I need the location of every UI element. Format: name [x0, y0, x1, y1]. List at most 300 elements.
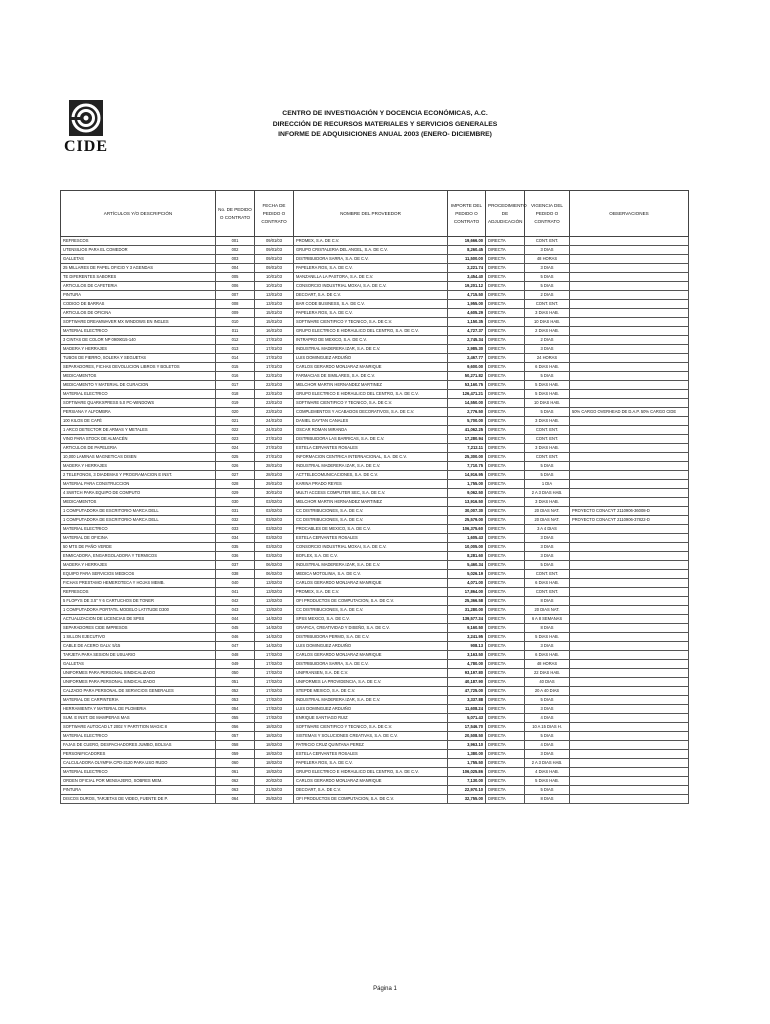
cell-validity: 2 DIAS HAB. [525, 327, 570, 336]
cell-validity: 40 DIAS [525, 678, 570, 687]
cell-amount: 126,471.21 [448, 390, 486, 399]
cell-observations [570, 588, 689, 597]
cell-procedure: DIRECTA [486, 435, 525, 444]
cell-supplier: CARLOS GERARDO MONJARAZ MANRIQUE [294, 651, 448, 660]
cell-supplier: INDUSTRIAL MADERERA IZAR, S.A. DE C.V. [294, 561, 448, 570]
cell-order-number: 038 [216, 570, 255, 579]
cell-amount: 3,454.40 [448, 273, 486, 282]
cell-amount: 11,608.24 [448, 705, 486, 714]
cell-validity: CONT. ENT. [525, 426, 570, 435]
cell-validity: 24 HORAS [525, 354, 570, 363]
cell-supplier: DISTRIBUIDORA LAS BARRICAS, S.A. DE C.V. [294, 435, 448, 444]
table-row [61, 786, 689, 795]
cell-description: 4 SWITCH PARA EQUIPO DE COMPUTO [61, 489, 216, 498]
cell-observations [570, 444, 689, 453]
cell-order-number: 059 [216, 750, 255, 759]
cell-validity: 10 DIAS HAB. [525, 318, 570, 327]
cell-validity: 8 DIAS [525, 597, 570, 606]
cell-order-date: 24/01/03 [255, 426, 294, 435]
cell-order-date: 27/01/03 [255, 435, 294, 444]
cell-supplier: OSCAR ROMAN MIRANDA [294, 426, 448, 435]
table-row [61, 732, 689, 741]
cell-procedure: DIRECTA [486, 453, 525, 462]
cell-description: UNIFORMES PARA PERSONAL SINDICALIZADO [61, 678, 216, 687]
cell-validity: 8 DIAS [525, 795, 570, 804]
cell-supplier: MANZANILLA LA PASTORA, S.A. DE C.V. [294, 273, 448, 282]
cell-supplier: CARLOS GERARDO MONJARAZ MANRIQUE [294, 363, 448, 372]
cell-observations [570, 525, 689, 534]
cell-supplier: GRUPO ELECTRICO E HIDRAULICO DEL CENTRO, S.A. DE C.V. [294, 768, 448, 777]
table-row [61, 642, 689, 651]
cell-order-number: 028 [216, 480, 255, 489]
table-row [61, 687, 689, 696]
cell-validity: 2 DIAS [525, 291, 570, 300]
cell-supplier: SOFTWARE CIENTIFICO Y TECNICO, S.A. DE C.V. [294, 723, 448, 732]
cell-order-date: 28/01/03 [255, 471, 294, 480]
cell-validity: 20 DIAS NAT. [525, 507, 570, 516]
cell-validity: 48 HORAS [525, 660, 570, 669]
cell-description: MATERIAL ELECTRICO [61, 768, 216, 777]
cell-amount: 19,201.12 [448, 282, 486, 291]
cell-supplier: DISTRIBUIDORA SARRA, S.A. DE C.V. [294, 660, 448, 669]
table-row [61, 741, 689, 750]
cell-supplier: GRUPO ELECTRICO E HIDRAULICO DEL CENTRO, S.A. DE C.V. [294, 390, 448, 399]
cell-order-number: 042 [216, 597, 255, 606]
cell-validity: 3 DIAS HAB. [525, 309, 570, 318]
cell-order-number: 003 [216, 255, 255, 264]
cell-procedure: DIRECTA [486, 525, 525, 534]
cell-procedure: DIRECTA [486, 561, 525, 570]
cell-description: ARTICULOS DE OFICINA [61, 309, 216, 318]
cell-order-number: 009 [216, 309, 255, 318]
cell-amount: 9,062.50 [448, 489, 486, 498]
cell-description: ORDEN OFICIAL POR MENSAJERO, SOBRES MEM. [61, 777, 216, 786]
cell-procedure: DIRECTA [486, 264, 525, 273]
cell-order-number: 037 [216, 561, 255, 570]
cell-supplier: OFI PRODUCTOS DE COMPUTACION, S.A. DE C.V. [294, 597, 448, 606]
cell-procedure: DIRECTA [486, 570, 525, 579]
cell-description: SOFTWARE QUARKXPRESS 5.0 PC-WINDOWS [61, 399, 216, 408]
table-row [61, 471, 689, 480]
cell-amount: 1,605.43 [448, 534, 486, 543]
cell-observations [570, 642, 689, 651]
cell-order-number: 035 [216, 543, 255, 552]
table-row [61, 462, 689, 471]
cell-order-number: 018 [216, 390, 255, 399]
cell-order-number: 005 [216, 273, 255, 282]
cell-description: SOFTWARE AUTOCAD LT 2002 Y PARTITION MAGIC 8 [61, 723, 216, 732]
cell-amount: 7,710.75 [448, 462, 486, 471]
cell-amount: 106,375.60 [448, 525, 486, 534]
cell-validity: 1 DIA [525, 480, 570, 489]
cell-procedure: DIRECTA [486, 687, 525, 696]
cell-observations: PROYECTO CONACYT 2110906-37822-D [570, 516, 689, 525]
cell-supplier: BAR CODE BUSINESS, S.A. DE C.V. [294, 300, 448, 309]
col-header-procedure: PROCEDIMIENTO DE ADJUDICACIÓN [486, 191, 525, 237]
cell-description: 5 FLOPYS DE 3.5" Y 6 CARTUCHOS DE TONER [61, 597, 216, 606]
cell-supplier: CC DISTRIBUCIONES, S.A. DE C.V. [294, 516, 448, 525]
cell-order-date: 22/01/03 [255, 381, 294, 390]
cell-description: GALLETAS [61, 255, 216, 264]
cell-supplier: ESTELA CERVANTES ROSALES [294, 444, 448, 453]
cell-procedure: DIRECTA [486, 246, 525, 255]
table-row [61, 543, 689, 552]
cell-amount: 8,281.60 [448, 552, 486, 561]
table-row [61, 264, 689, 273]
cell-validity: 2 A 3 DIAS HAB. [525, 759, 570, 768]
cell-procedure: DIRECTA [486, 237, 525, 246]
cell-order-date: 25/02/03 [255, 795, 294, 804]
cell-procedure: DIRECTA [486, 732, 525, 741]
heading-institution: CENTRO DE INVESTIGACIÓN Y DOCENCIA ECONÓMICAS, A.C. [282, 110, 488, 117]
cell-description: MATERIAL ELECTRICO [61, 327, 216, 336]
cell-description: GALLETAS [61, 660, 216, 669]
cell-order-number: 050 [216, 669, 255, 678]
cell-description: EQUIPO PARA SERVICIOS MEDICOS [61, 570, 216, 579]
cell-order-number: 032 [216, 516, 255, 525]
cell-supplier: PATRICIO CRUZ QUINTANA PEREZ [294, 741, 448, 750]
cell-supplier: LUIS DOMINGUEZ ARDUIÑO [294, 642, 448, 651]
cell-validity: 5 DIAS HAB. [525, 381, 570, 390]
cell-validity: 10 A 15 DIAS H. [525, 723, 570, 732]
cell-procedure: DIRECTA [486, 579, 525, 588]
cell-order-number: 022 [216, 426, 255, 435]
cell-amount: 5,026.19 [448, 570, 486, 579]
col-header-description: ARTÍCULOS Y/O DESCRIPCIÓN [61, 191, 216, 237]
cell-supplier: UNIFORMES LA PROVIDENCIA, S.A. DE C.V. [294, 678, 448, 687]
cell-procedure: DIRECTA [486, 327, 525, 336]
cell-observations [570, 273, 689, 282]
cell-procedure: DIRECTA [486, 417, 525, 426]
cell-observations [570, 237, 689, 246]
cell-procedure: DIRECTA [486, 795, 525, 804]
cell-order-date: 30/01/03 [255, 489, 294, 498]
cell-validity: 4 DIAS HAB. [525, 768, 570, 777]
cell-validity: 3 DIAS [525, 534, 570, 543]
cell-order-date: 15/01/03 [255, 318, 294, 327]
cell-description: 25 MILLARES DE PAPEL OFICIO Y 3 AGENDAS [61, 264, 216, 273]
cell-order-date: 15/01/03 [255, 309, 294, 318]
cell-amount: 93,197.80 [448, 669, 486, 678]
cell-amount: 5,460.34 [448, 561, 486, 570]
cell-amount: 1,755.50 [448, 759, 486, 768]
cell-validity: 48 HORAS [525, 255, 570, 264]
cell-order-number: 047 [216, 642, 255, 651]
cell-observations [570, 309, 689, 318]
cell-description: ACTUALIZACION DE LICENCIAS DE SPSS [61, 615, 216, 624]
cell-order-date: 24/01/03 [255, 417, 294, 426]
cell-description: REFRESCOS [61, 237, 216, 246]
cell-order-number: 002 [216, 246, 255, 255]
cell-observations [570, 390, 689, 399]
cell-order-date: 14/02/03 [255, 633, 294, 642]
cell-description: PERSONIFICADORES [61, 750, 216, 759]
cell-description: 50 MTS DE PAÑO VERDE [61, 543, 216, 552]
table-row [61, 696, 689, 705]
table-row [61, 678, 689, 687]
table-row [61, 426, 689, 435]
cell-order-number: 019 [216, 399, 255, 408]
cell-observations [570, 345, 689, 354]
cell-procedure: DIRECTA [486, 300, 525, 309]
cell-order-number: 030 [216, 498, 255, 507]
report-heading [150, 109, 620, 141]
cell-order-number: 060 [216, 759, 255, 768]
cell-amount: 3,963.10 [448, 741, 486, 750]
cell-validity: 3 DIAS HAB. [525, 444, 570, 453]
cell-order-date: 29/01/03 [255, 480, 294, 489]
cell-validity: 3 DIAS [525, 705, 570, 714]
cell-order-number: 041 [216, 588, 255, 597]
cell-procedure: DIRECTA [486, 651, 525, 660]
cell-supplier: INFORMACION CENTRICA INTERNACIONAL, S.A. DE C.V. [294, 453, 448, 462]
cell-supplier: SPSS MEXICO, S.A. DE C.V. [294, 615, 448, 624]
cell-description: CABLE DE ACERO GALV. 5/15 [61, 642, 216, 651]
cell-amount: 13,916.50 [448, 498, 486, 507]
cell-procedure: DIRECTA [486, 489, 525, 498]
cell-amount: 2,467.77 [448, 354, 486, 363]
cell-order-date: 03/02/03 [255, 534, 294, 543]
cell-observations [570, 471, 689, 480]
cell-amount: 7,130.00 [448, 777, 486, 786]
cell-supplier: INTRAPRO DE MEXICO, S.A. DE C.V. [294, 336, 448, 345]
cell-procedure: DIRECTA [486, 678, 525, 687]
cell-supplier: MELCHOR MARTIN HERNANDEZ MARTINEZ [294, 381, 448, 390]
cell-observations [570, 453, 689, 462]
cell-description: 1 COMPUTADORA DE ESCRITORIO MARCA DELL [61, 516, 216, 525]
cell-observations [570, 327, 689, 336]
cell-observations [570, 732, 689, 741]
cell-amount: 17,546.70 [448, 723, 486, 732]
cell-order-number: 053 [216, 696, 255, 705]
cell-observations [570, 417, 689, 426]
table-row [61, 570, 689, 579]
cell-supplier: PROCABLES DE MEXICO, S.A. DE C.V. [294, 525, 448, 534]
cell-validity: 22 DIAS HAB. [525, 669, 570, 678]
cell-description: FAJAS DE CUERO, DESPACHADORES JUMBO, BOLSAS [61, 741, 216, 750]
cell-description: HERRAMIENTA Y MATERIAL DE PLOMERIA [61, 705, 216, 714]
cell-description: MEDICAMENTOS [61, 372, 216, 381]
cell-observations [570, 372, 689, 381]
cell-supplier: CARLOS GERARDO MONJARAZ MANRIQUE [294, 579, 448, 588]
cell-procedure: DIRECTA [486, 660, 525, 669]
cell-order-date: 06/02/03 [255, 570, 294, 579]
cell-order-number: 052 [216, 687, 255, 696]
cell-validity: 6 DIAS HAB. [525, 579, 570, 588]
cell-order-date: 18/02/03 [255, 759, 294, 768]
cell-procedure: DIRECTA [486, 543, 525, 552]
cell-validity: 5 DIAS [525, 408, 570, 417]
cell-amount: 139,577.34 [448, 615, 486, 624]
cell-order-date: 13/01/03 [255, 300, 294, 309]
cell-order-date: 03/02/03 [255, 552, 294, 561]
cell-validity: 5 DIAS HAB. [525, 390, 570, 399]
table-row [61, 372, 689, 381]
cell-order-number: 058 [216, 741, 255, 750]
cell-amount: 8,260.45 [448, 246, 486, 255]
cell-validity: 3 DIAS [525, 246, 570, 255]
cell-order-number: 014 [216, 354, 255, 363]
cell-order-date: 17/02/03 [255, 687, 294, 696]
cell-amount: 5,071.43 [448, 714, 486, 723]
cell-validity: 3 A 4 DIAS [525, 525, 570, 534]
cell-validity: 3 DIAS [525, 552, 570, 561]
cell-amount: 2,221.74 [448, 264, 486, 273]
table-row [61, 624, 689, 633]
cell-description: MATERIAL PARA CONSTRUCCION [61, 480, 216, 489]
cell-procedure: DIRECTA [486, 255, 525, 264]
cell-validity: 3 DIAS [525, 543, 570, 552]
cell-validity: 4 DIAS [525, 741, 570, 750]
cell-observations [570, 282, 689, 291]
cell-supplier: DISTRIBUIDORA PERMO, S.A. DE C.V. [294, 633, 448, 642]
cell-order-date: 18/02/03 [255, 750, 294, 759]
cell-amount: 50,271.82 [448, 372, 486, 381]
col-header-validity: VIGENCIA DEL PEDIDO O CONTRATO [525, 191, 570, 237]
cell-description: TE DIFERENTES SABORES [61, 273, 216, 282]
cell-observations [570, 552, 689, 561]
cell-observations [570, 669, 689, 678]
cell-procedure: DIRECTA [486, 750, 525, 759]
cell-description: ARTICULOS DE PAPELERIA [61, 444, 216, 453]
cell-supplier: OFI PRODUCTOS DE COMPUTACION, S.A. DE C.V. [294, 795, 448, 804]
cell-supplier: CC DISTRIBUCIONES, S.A. DE C.V. [294, 507, 448, 516]
cell-description: TUBOS DE FIERRO, SOLERA Y SEGUETAS [61, 354, 216, 363]
cell-procedure: DIRECTA [486, 723, 525, 732]
cell-order-number: 036 [216, 552, 255, 561]
cell-order-date: 27/01/03 [255, 444, 294, 453]
cell-observations [570, 354, 689, 363]
cell-amount: 25,300.00 [448, 453, 486, 462]
table-row [61, 750, 689, 759]
table-row [61, 318, 689, 327]
cell-validity: 5 DIAS HAB. [525, 777, 570, 786]
cell-supplier: MULTI ACCESS COMPUTER SEC, S.A. DE C.V. [294, 489, 448, 498]
col-header-order-date: FECHA DE PEDIDO O CONTRATO [255, 191, 294, 237]
cell-amount: 5,700.00 [448, 417, 486, 426]
cell-validity: 3 DIAS [525, 264, 570, 273]
cell-order-date: 09/01/03 [255, 237, 294, 246]
cell-order-date: 13/02/03 [255, 597, 294, 606]
cell-observations [570, 624, 689, 633]
cell-observations [570, 534, 689, 543]
cell-description: SEPARADORES, FICHAS DEVOLUCION LIBROS Y BOLETOS [61, 363, 216, 372]
table-row [61, 237, 689, 246]
cell-validity: 6 DIAS HAB. [525, 651, 570, 660]
cell-order-number: 026 [216, 462, 255, 471]
cell-order-number: 057 [216, 732, 255, 741]
cell-amount: 2,985.30 [448, 345, 486, 354]
cell-observations: PROYECTO CONACYT 2110906-36008-D [570, 507, 689, 516]
cell-amount: 14,550.00 [448, 399, 486, 408]
cell-amount: 9,600.00 [448, 363, 486, 372]
cell-procedure: DIRECTA [486, 669, 525, 678]
col-header-supplier: NOMBRE DEL PROVEEDOR [294, 191, 448, 237]
cell-order-date: 17/02/03 [255, 651, 294, 660]
table-row [61, 300, 689, 309]
cell-supplier: STEPDE MEXICO, S.A. DE C.V. [294, 687, 448, 696]
table-row [61, 453, 689, 462]
logo-wordmark: CIDE [63, 138, 108, 155]
cell-amount: 3,241.95 [448, 633, 486, 642]
cell-supplier: INDUSTRIAL MADERERA IZAR, S.A. DE C.V. [294, 462, 448, 471]
cell-amount: 17,864.00 [448, 588, 486, 597]
cell-description: SEPARADORES CIDE IMPRESOS [61, 624, 216, 633]
cell-order-date: 03/02/03 [255, 543, 294, 552]
table-row [61, 633, 689, 642]
page-number: Página 1 [373, 986, 397, 992]
cell-description: 1 ARCO DETECTOR DE ARMAS Y METALES [61, 426, 216, 435]
table-row [61, 390, 689, 399]
cell-amount: 1,755.00 [448, 480, 486, 489]
cell-amount: 20,508.50 [448, 732, 486, 741]
table-row [61, 246, 689, 255]
cell-supplier: CONSORCIO INDUSTRIAL MOXAI, S.A. DE C.V. [294, 543, 448, 552]
cell-order-number: 064 [216, 795, 255, 804]
cell-procedure: DIRECTA [486, 633, 525, 642]
cell-procedure: DIRECTA [486, 291, 525, 300]
cell-observations [570, 264, 689, 273]
cell-validity: 6 DIAS HAB. [525, 363, 570, 372]
cell-order-number: 062 [216, 777, 255, 786]
cell-observations [570, 795, 689, 804]
cell-description: VINO PARA STOCK DE ALMACÉN [61, 435, 216, 444]
cell-validity: 3 DIAS HAB. [525, 498, 570, 507]
cell-supplier: INDUSTRIAL MADERERA IZAR, S.A. DE C.V. [294, 345, 448, 354]
cell-description: PINTURA [61, 786, 216, 795]
cell-description: 3 CINTAS DE COLOR NP 0909015-140 [61, 336, 216, 345]
table-row [61, 714, 689, 723]
table-row [61, 597, 689, 606]
table-row [61, 255, 689, 264]
cell-observations [570, 300, 689, 309]
cell-procedure: DIRECTA [486, 534, 525, 543]
cell-observations [570, 687, 689, 696]
cell-description: MATERIAL ELECTRICO [61, 390, 216, 399]
cell-order-number: 029 [216, 489, 255, 498]
cell-order-number: 013 [216, 345, 255, 354]
cell-order-number: 051 [216, 678, 255, 687]
cell-procedure: DIRECTA [486, 282, 525, 291]
cell-observations [570, 723, 689, 732]
cell-amount: 14,916.95 [448, 471, 486, 480]
cell-procedure: DIRECTA [486, 552, 525, 561]
cell-supplier: SISTEMAS Y SOLUCIONES CREATIVAS, S.A. DE C.V. [294, 732, 448, 741]
cell-supplier: PAPELERA ROS, S.A. DE C.V. [294, 759, 448, 768]
cell-order-date: 10/01/03 [255, 282, 294, 291]
cell-description: MATERIAL ELECTRICO [61, 525, 216, 534]
cell-validity: 4 DIAS [525, 714, 570, 723]
cell-observations [570, 633, 689, 642]
cell-order-date: 16/01/03 [255, 327, 294, 336]
cell-description: TARJETA PARA SESION DE USUARIO [61, 651, 216, 660]
cell-description: 1 COMPUTADORA PORTATIL MODELO LATITUDE D300 [61, 606, 216, 615]
cell-procedure: DIRECTA [486, 759, 525, 768]
cell-procedure: DIRECTA [486, 615, 525, 624]
cell-order-date: 27/01/03 [255, 453, 294, 462]
cell-validity: 8 DIAS [525, 624, 570, 633]
cell-validity: CONT. ENT. [525, 588, 570, 597]
cell-description: ARTICULOS DE CAFETERIA [61, 282, 216, 291]
cell-supplier: ESTELA CERVANTES ROSALES [294, 750, 448, 759]
cell-amount: 32,755.00 [448, 795, 486, 804]
table-row [61, 417, 689, 426]
table-row [61, 768, 689, 777]
cell-description: MATERIAL DE OFICINA [61, 534, 216, 543]
cell-validity: 3 DIAS [525, 750, 570, 759]
cell-observations [570, 741, 689, 750]
cell-procedure: DIRECTA [486, 741, 525, 750]
